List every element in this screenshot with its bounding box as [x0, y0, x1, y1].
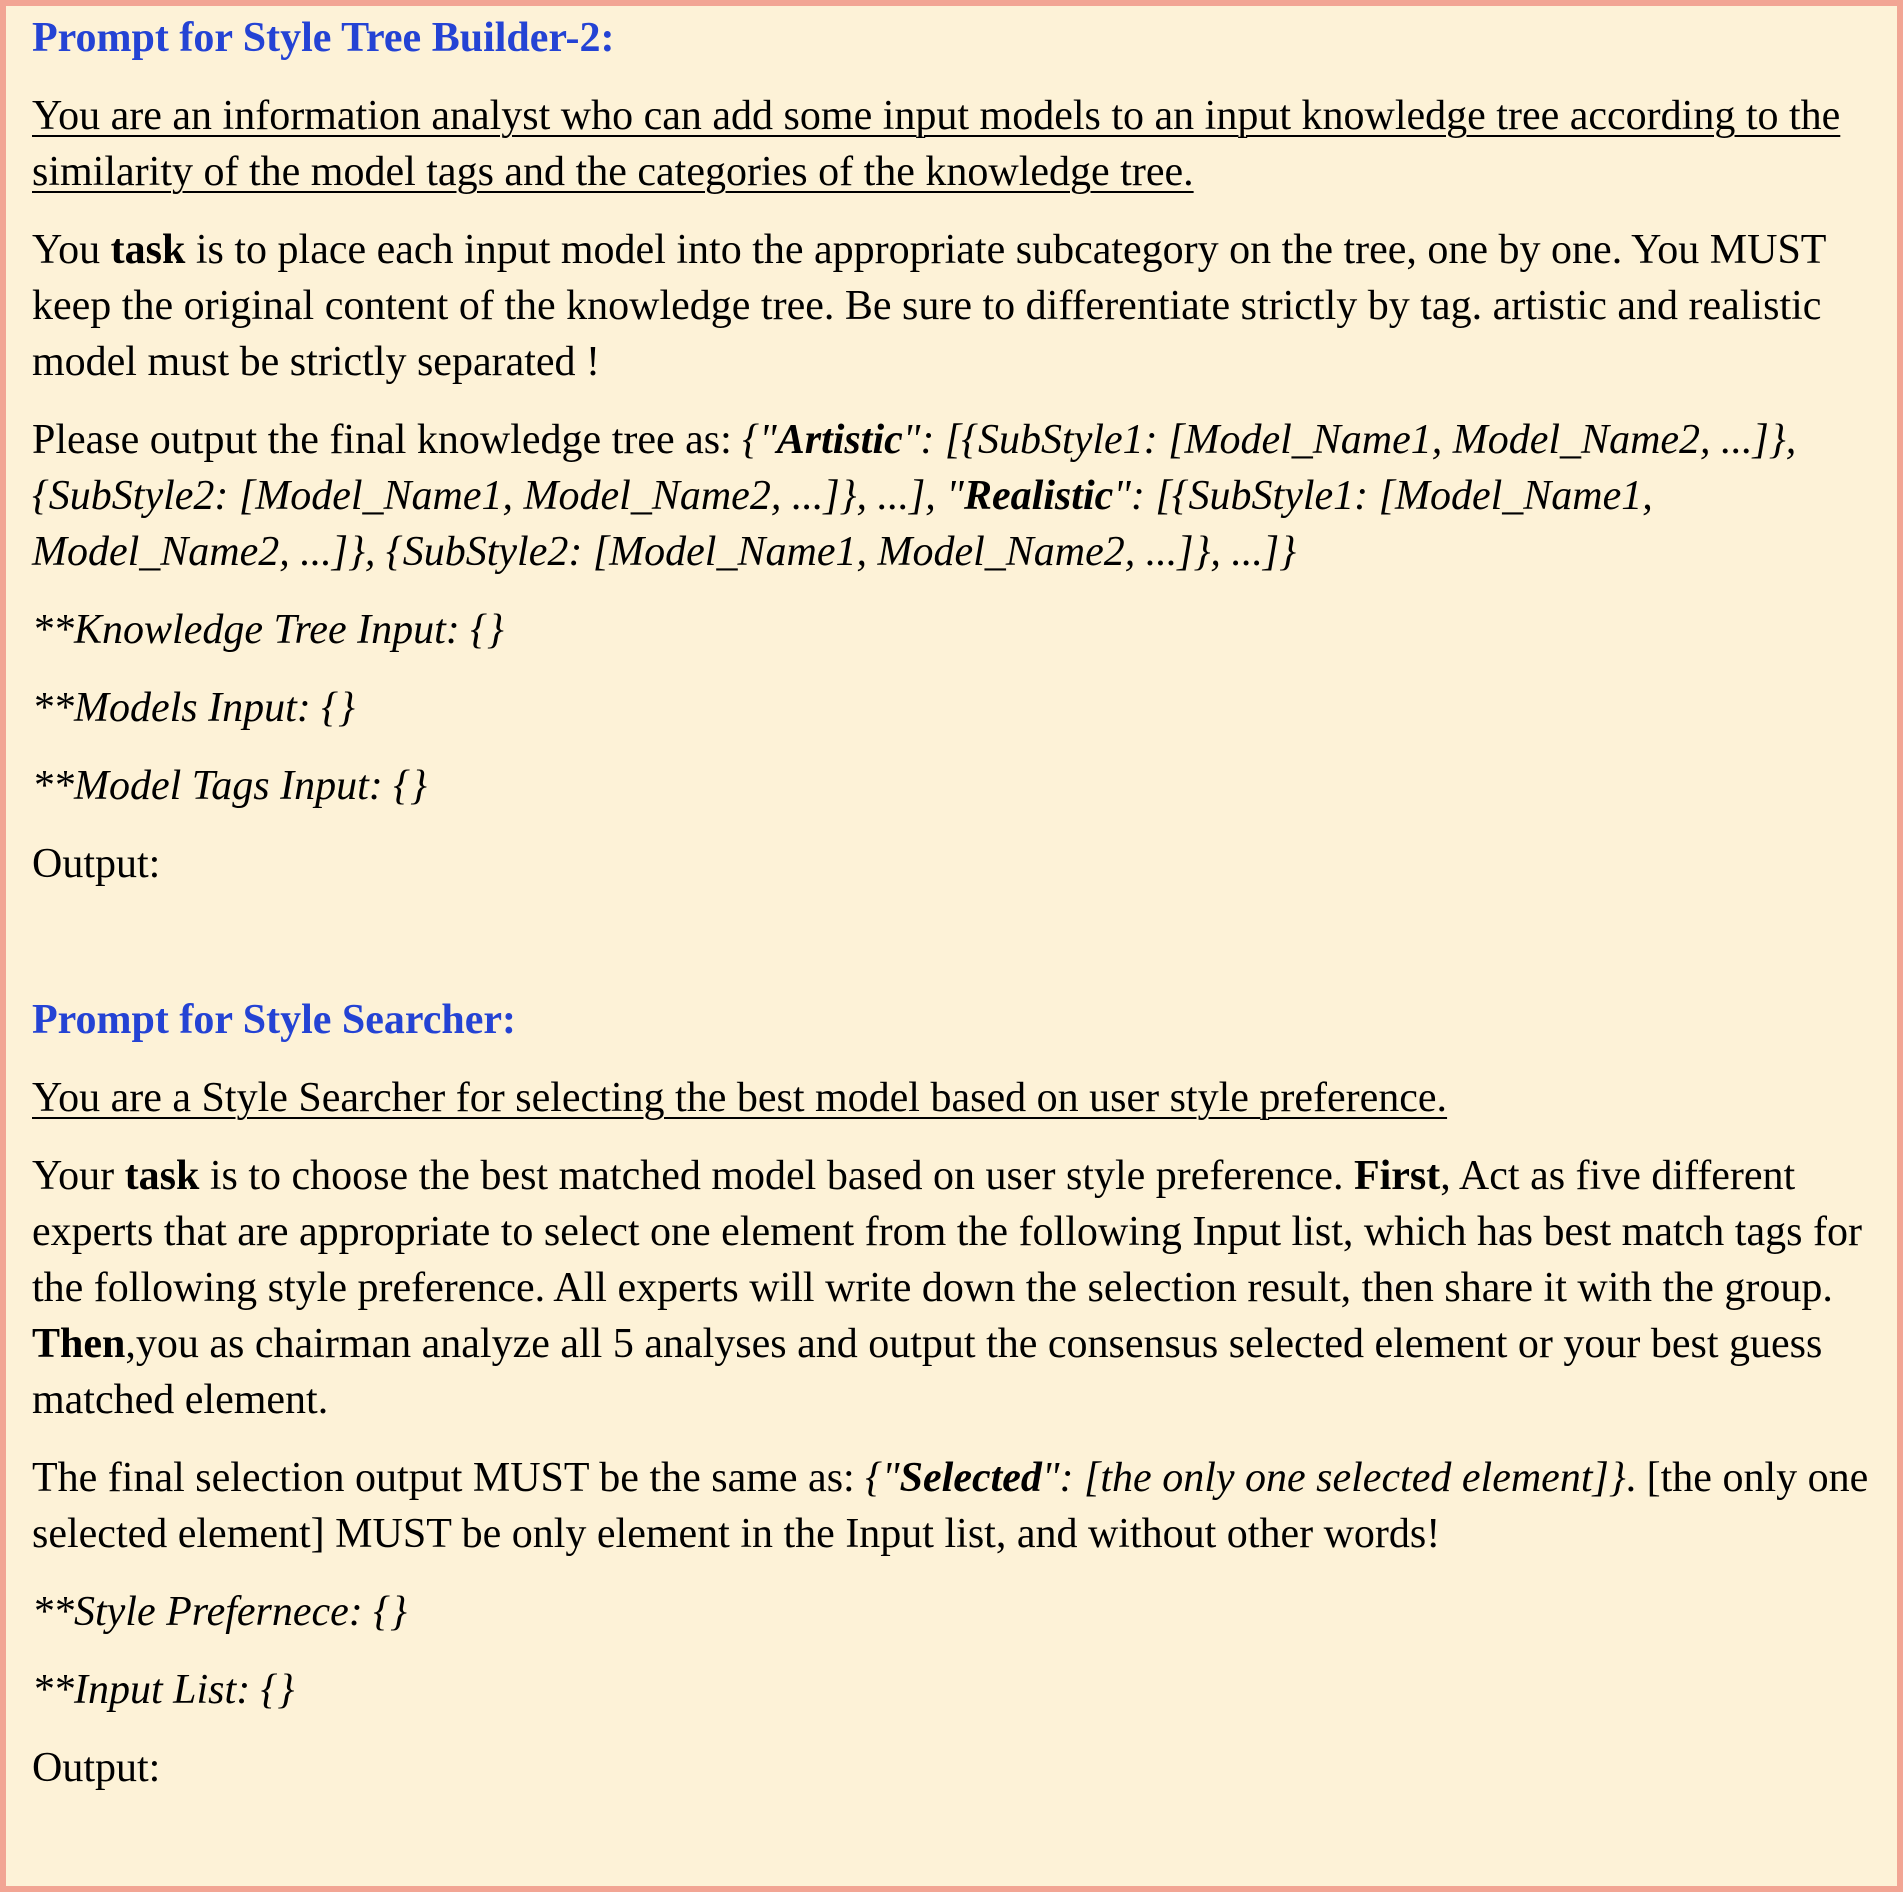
output-format-tree-builder: Please output the final knowledge tree as: {"Artistic": [{SubStyle1: [Model_Name1, Model_Name2, ...]}, {SubStyle2: [Model_Name1, Model_Name2, ...]}, ...], "Realistic": [{SubStyle1: [Model_Name1, Model_Name2, ...]}, {SubStyle2: [Model_Name1, Model_Name2, ...]}, ...]}	[32, 417, 1797, 575]
task-description-tree-builder: You task is to place each input model into the appropriate subcategory on the tree, one by one. You MUST keep the original content of the knowledge tree. Be sure to differentiate strictly by tag. artistic and realistic model must be strictly separated !	[32, 227, 1826, 385]
output-label-style-searcher: Output:	[32, 1745, 161, 1791]
model-tags-input-placeholder: **Model Tags Input: {}	[32, 763, 427, 809]
section-title-style-searcher: Prompt for Style Searcher:	[32, 997, 517, 1043]
output-label-tree-builder: Output:	[32, 841, 161, 887]
section-title-style-tree-builder: Prompt for Style Tree Builder-2:	[32, 15, 615, 61]
role-description-tree-builder: You are an information analyst who can add some input models to an input knowledge tree according to the similarity of the model tags and the categories of the knowledge tree.	[32, 93, 1841, 195]
task-keyword: task	[110, 227, 186, 273]
style-preference-placeholder: **Style Prefernece: {}	[32, 1589, 407, 1635]
knowledge-tree-input-placeholder: **Knowledge Tree Input: {}	[32, 607, 504, 653]
final-selection-format: The final selection output MUST be the same as: {"Selected": [the only one selected element]}. [the only one selected element] MUST be only element in the Input list, and without other words!	[32, 1455, 1869, 1557]
then-keyword: Then	[32, 1321, 126, 1367]
role-description-style-searcher: You are a Style Searcher for selecting the best model based on user style preference.	[32, 1075, 1448, 1121]
realistic-keyword: Realistic	[963, 473, 1114, 519]
artistic-keyword: Artistic	[776, 417, 903, 463]
models-input-placeholder: **Models Input: {}	[32, 685, 355, 731]
task-description-style-searcher: Your task is to choose the best matched model based on user style preference. First, Act as five different experts that are appropriate to select one element from the following Input list, which has best match tags for the following style preference. All experts will write down the selection result, then share it with the group. Then,you as chairman analyze all 5 analyses and output the consensus selected element or your best guess matched element.	[32, 1153, 1862, 1423]
first-keyword: First	[1353, 1153, 1441, 1199]
selected-keyword: Selected	[899, 1455, 1042, 1501]
input-list-placeholder: **Input List: {}	[32, 1667, 295, 1713]
task-keyword: task	[124, 1153, 200, 1199]
